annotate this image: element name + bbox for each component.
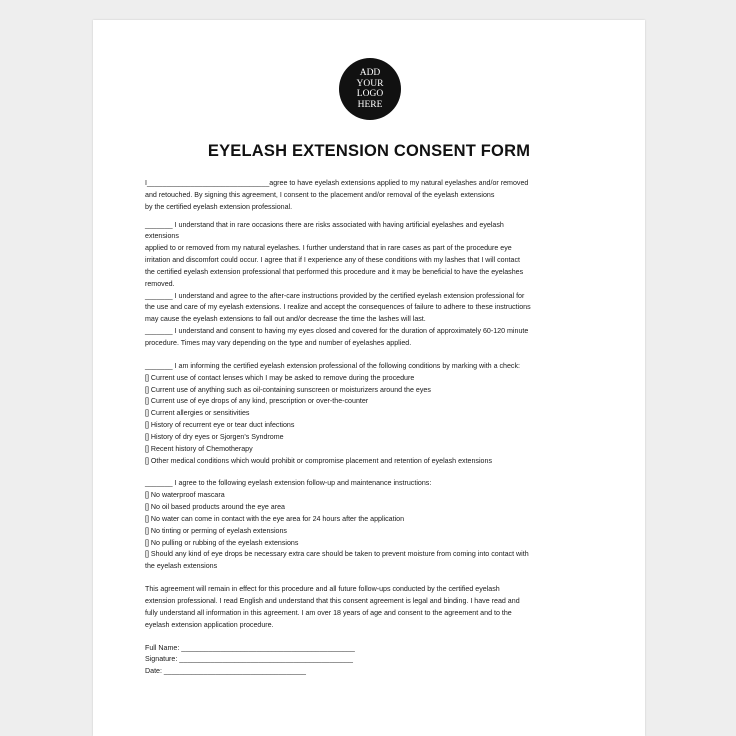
followup-heading: _______ I agree to the following eyelash extension follow-up and maintenance instructions: xyxy=(145,479,432,488)
logo-text-line: HERE xyxy=(357,99,383,110)
agreement-line: fully understand all information in this agreement. I am over 18 years of age and consent to the agreement and to the xyxy=(145,608,512,617)
logo-text-line: LOGO xyxy=(356,89,384,99)
intro-paragraph xyxy=(145,178,593,214)
full-name-field[interactable]: Full Name: ____________________________________________ xyxy=(145,643,355,652)
logo-text-line: ADD xyxy=(359,68,381,78)
clause-line: _______ I understand and consent to having my eyes closed and covered for the duration of approximately 60-120 minute xyxy=(145,327,529,336)
form-title: EYELASH EXTENSION CONSENT FORM xyxy=(207,142,531,160)
followup-checkbox-item[interactable]: [] No tinting or perming of eyelash extensions xyxy=(145,526,287,535)
followup-checkbox-item[interactable]: [] No waterproof mascara xyxy=(145,491,225,500)
clause-line: _______ I understand and agree to the after-care instructions provided by the certified eyelash extension professional for xyxy=(145,291,525,300)
clause-line: may cause the eyelash extensions to fall out and/or decrease the time the lashes will last. xyxy=(145,315,426,324)
clause-line: applied to or removed from my natural eyelashes. I further understand that in rare cases as part of the procedure eye xyxy=(145,244,512,253)
condition-checkbox-item[interactable]: [] Recent history of Chemotherapy xyxy=(145,444,253,453)
form-body xyxy=(145,178,593,678)
followup-section xyxy=(145,478,593,573)
agreement-line: This agreement will remain in effect for this procedure and all future follow-ups conducted by the certified eyelash xyxy=(145,585,500,594)
clause-line: _______ I understand that in rare occasions there are risks associated with having artificial eyelashes and eyelash xyxy=(145,220,504,229)
condition-checkbox-item[interactable]: [] Current allergies or sensitivities xyxy=(145,409,250,418)
followup-checkbox-item[interactable]: [] No water can come in contact with the eye area for 24 hours after the application xyxy=(145,514,405,523)
intro-line: I_______________________________agree to have eyelash extensions applied to my natural eyelashes and/or removed xyxy=(145,179,529,187)
clause-line: irritation and discomfort could occur. I agree that if I experience any of these conditions with my lashes that I will contact xyxy=(145,256,520,265)
conditions-section xyxy=(145,361,593,468)
followup-item-continuation: the eyelash extensions xyxy=(145,562,218,571)
intro-line: and retouched. By signing this agreement, I consent to the placement and/or removal of the eyelash extensions xyxy=(145,190,495,199)
followup-checkbox-item[interactable]: [] No oil based products around the eye area xyxy=(145,503,285,512)
clause-line: the use and care of my eyelash extensions. I realize and accept the consequences of failure to adhere to these instructions xyxy=(145,303,531,312)
conditions-heading: _______ I am informing the certified eyelash extension professional of the following conditions by marking with a check: xyxy=(145,361,520,370)
date-field[interactable]: Date: ____________________________________ xyxy=(145,667,306,676)
logo-text-line: YOUR xyxy=(356,78,384,89)
condition-checkbox-item[interactable]: [] History of recurrent eye or tear duct infections xyxy=(145,421,295,430)
logo-placeholder xyxy=(339,58,401,120)
clause-line: procedure. Times may vary depending on the type and number of eyelashes applied. xyxy=(145,338,412,347)
followup-checkbox-item[interactable]: [] No pulling or rubbing of the eyelash extensions xyxy=(145,538,299,547)
condition-checkbox-item[interactable]: [] Current use of eye drops of any kind, prescription or over-the-counter xyxy=(145,397,369,406)
intro-line: by the certified eyelash extension professional. xyxy=(145,202,293,211)
clauses-section xyxy=(145,220,593,350)
condition-checkbox-item[interactable]: [] Other medical conditions which would prohibit or compromise placement and retention of eyelash extensions xyxy=(145,456,492,465)
consent-form-page xyxy=(93,20,645,736)
condition-checkbox-item[interactable]: [] History of dry eyes or Sjorgen's Syndrome xyxy=(145,432,284,441)
clause-line: removed. xyxy=(145,279,175,288)
signature-field[interactable]: Signature: ____________________________________________ xyxy=(145,655,353,664)
agreement-line: eyelash extension application procedure. xyxy=(145,620,274,629)
agreement-paragraph xyxy=(145,584,593,631)
condition-checkbox-item[interactable]: [] Current use of contact lenses which I may be asked to remove during the procedure xyxy=(145,373,415,382)
clause-line: the certified eyelash extension professional that performed this procedure and it may be beneficial to have the eyelashes xyxy=(145,267,524,276)
signature-block xyxy=(145,643,593,679)
condition-checkbox-item[interactable]: [] Current use of anything such as oil-containing sunscreen or moisturizers around the eyes xyxy=(145,385,431,394)
followup-checkbox-item[interactable]: [] Should any kind of eye drops be necessary extra care should be taken to prevent moisture from coming into contact with xyxy=(145,550,529,559)
agreement-line: extension professional. I read English and understand that this consent agreement is legal and binding. I have read and xyxy=(145,597,520,605)
clause-line: extensions xyxy=(145,232,179,241)
